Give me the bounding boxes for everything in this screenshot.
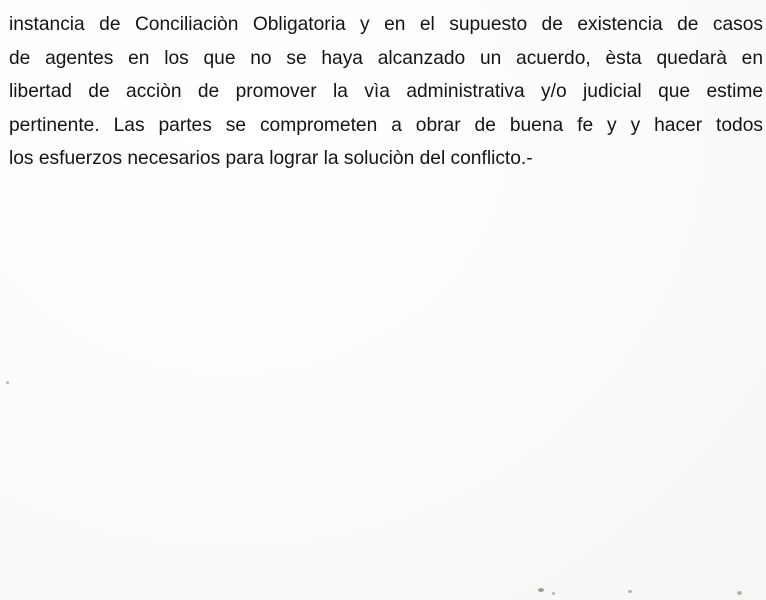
scan-speck xyxy=(737,591,742,595)
paragraph-line-4: pertinente. Las partes se comprometen a obrar de buena fe y y hacer todos xyxy=(9,114,763,136)
paragraph-line-2: de agentes en los que no se haya alcanzado un acuerdo, èsta quedarà en xyxy=(9,47,763,69)
scan-speck xyxy=(6,381,9,384)
paragraph-line-3: libertad de acciòn de promover la vìa administrativa y/o judicial que estime xyxy=(9,81,763,102)
document-paragraph xyxy=(9,8,763,176)
paragraph-line-5: los esfuerzos necesarios para lograr la soluciòn del conflicto.- xyxy=(9,148,533,169)
scan-speck xyxy=(628,590,632,593)
scan-speck xyxy=(552,592,555,595)
paragraph-line-1: instancia de Conciliaciòn Obligatoria y en el supuesto de existencia de casos xyxy=(9,14,763,35)
scan-speck xyxy=(538,588,544,592)
